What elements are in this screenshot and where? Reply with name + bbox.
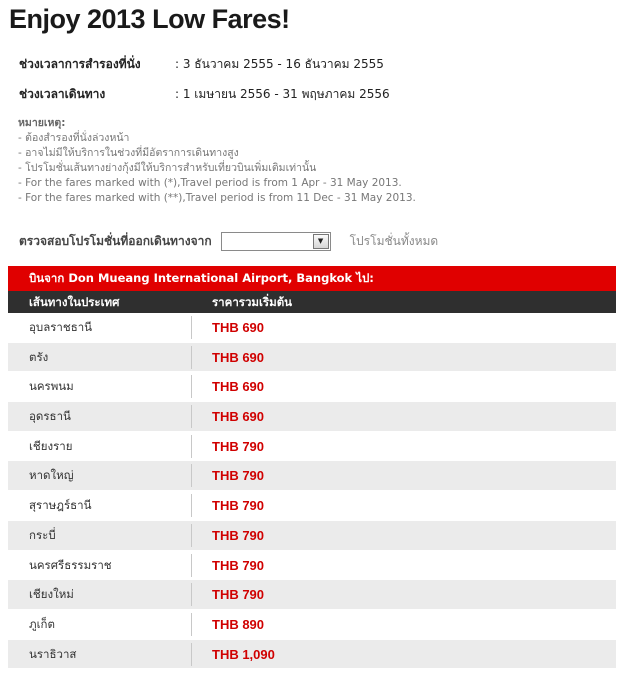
destination-name: หาดใหญ่ [29,468,74,483]
column-divider [191,464,192,487]
destination-name: สุราษฎร์ธานี [29,498,92,513]
fare-price: THB 790 [212,587,265,603]
origin-select[interactable] [221,232,331,251]
table-row[interactable] [8,461,616,491]
table-row[interactable] [8,313,616,343]
column-destination: เส้นทางในประเทศ [29,295,120,309]
booking-period-label: ช่วงเวลาการสำรองที่นั่ง [19,57,141,71]
column-price: ราคารวมเริ่มต้น [212,295,293,309]
destination-name: นครพนม [29,379,74,394]
table-column-header [8,291,616,313]
destination-name: เชียงราย [29,438,73,453]
fare-price: THB 790 [212,498,265,514]
table-row[interactable] [8,580,616,610]
fare-price: THB 690 [212,320,265,335]
travel-period [19,85,390,104]
table-row[interactable] [8,551,616,581]
column-divider [191,524,192,547]
remark-item: - For the fares marked with (*),Travel period is from 1 Apr - 31 May 2013. [18,177,402,189]
destination-name: ภูเก็ต [29,616,55,631]
travel-period-value: : 1 เมษายน 2556 - 31 พฤษภาคม 2556 [175,87,390,101]
remark-item: - For the fares marked with (**),Travel period is from 11 Dec - 31 May 2013. [18,192,416,204]
destination-name: นราธิวาส [29,646,77,661]
remark-item: - อาจไม่มีให้บริการในช่วงที่มีอัตราการเดินทางสูง [18,147,239,159]
remark-item: - โปรโมชั่นเส้นทางย่างกุ้งมีให้บริการสำหรับเที่ยวบินเพิ่มเติมเท่านั้น [18,162,317,174]
column-divider [191,405,192,428]
origin-filter-label: ตรวจสอบโปรโมชั่นที่ออกเดินทางจาก [19,234,212,248]
table-row[interactable] [8,491,616,521]
remarks-title: หมายเหตุ: [18,117,66,129]
table-row[interactable] [8,372,616,402]
table-row[interactable] [8,432,616,462]
fare-table [8,313,616,669]
destination-name: กระบี่ [29,527,56,542]
fare-price: THB 1,090 [212,646,275,662]
all-promotions-link[interactable]: โปรโมชั่นทั้งหมด [349,234,439,248]
table-row[interactable] [8,521,616,551]
origin-filter [19,232,438,251]
column-divider [191,643,192,666]
page-title: Enjoy 2013 Low Fares! [9,4,290,34]
remarks [18,116,416,206]
fare-price: THB 790 [212,557,265,573]
triangle-down-icon[interactable]: ▼ [313,234,329,249]
column-divider [191,554,192,577]
fare-price: THB 690 [212,379,265,395]
column-divider [191,375,192,398]
booking-period [19,55,384,74]
fare-price: THB 790 [212,468,265,484]
column-divider [191,316,192,339]
remark-item: - ต้องสำรองที่นั่งล่วงหน้า [18,132,130,144]
destination-name: นครศรีธรรมราช [29,557,112,572]
column-divider [191,613,192,636]
destination-name: เชียงใหม่ [29,587,74,602]
fare-price: THB 690 [212,349,265,365]
destination-name: อุดรธานี [29,409,71,424]
destination-name: ตรัง [29,349,49,364]
table-row[interactable] [8,343,616,373]
column-divider [191,494,192,517]
column-divider [191,435,192,458]
travel-period-label: ช่วงเวลาเดินทาง [19,87,106,101]
booking-period-value: : 3 ธันวาคม 2555 - 16 ธันวาคม 2555 [175,57,384,71]
fare-price: THB 890 [212,616,265,632]
fare-price: THB 690 [212,409,265,425]
table-row[interactable] [8,402,616,432]
destination-name: อุบลราชธานี [29,320,93,334]
table-row[interactable] [8,640,616,670]
origin-header: บินจาก Don Mueang International Airport, Bangkok ไป: [8,266,616,291]
table-row[interactable] [8,610,616,640]
column-divider [191,583,192,606]
fare-price: THB 790 [212,527,265,543]
fare-price: THB 790 [212,438,265,454]
column-divider [191,346,192,369]
